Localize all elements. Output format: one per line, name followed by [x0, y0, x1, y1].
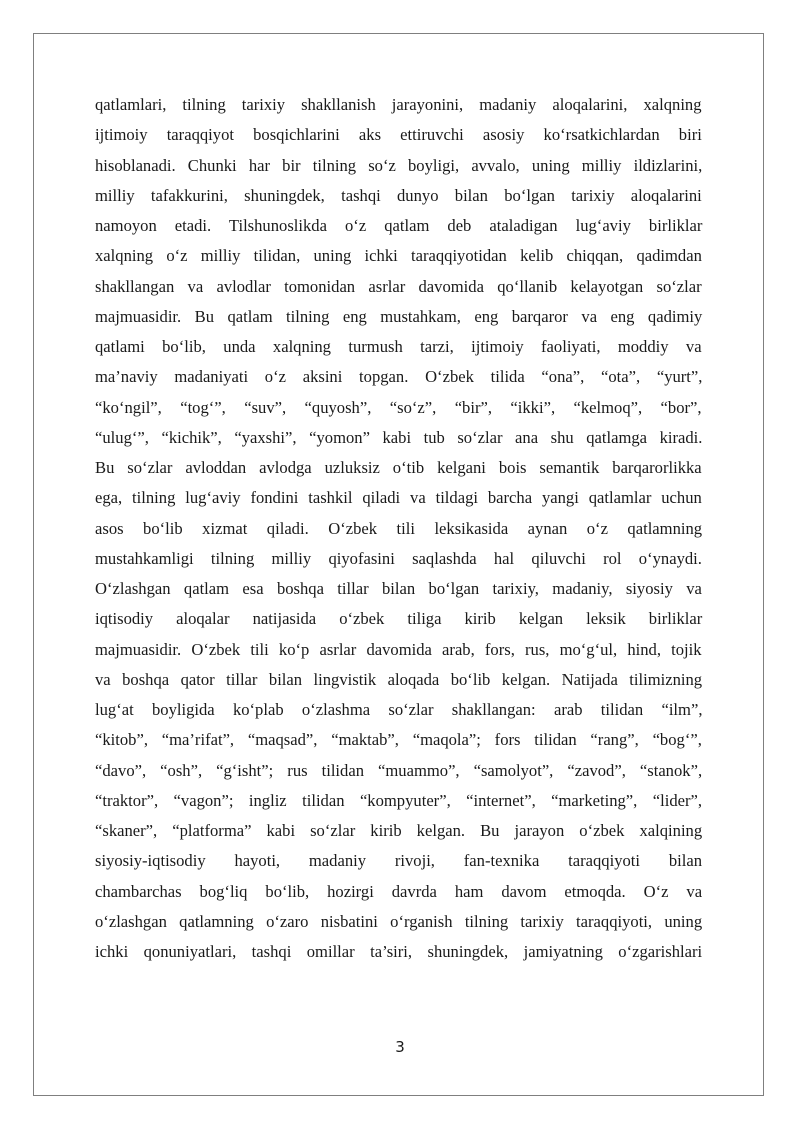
text-line: shakllangan va avlodlar tomonidan asrlar davomida qo‘llanib kelayotgan so‘zlar — [95, 276, 702, 296]
text-line: hisoblanadi. Chunki har bir tilning so‘z boyligi, avvalo, uning milliy ildizlarini, — [95, 155, 703, 175]
text-line: xalqning o‘z milliy tilidan, uning ichki taraqqiyotidan kelib chiqqan, qadimdan — [95, 246, 702, 266]
text-line: qatlami bo‘lib, unda xalqning turmush tarzi, ijtimoiy faoliyati, moddiy va — [95, 337, 702, 356]
text-line: ega, tilning lug‘aviy fondini tashkil qiladi va tildagi barcha yangi qatlamlar uchun — [95, 488, 702, 508]
text-line: “kitob”, “ma’rifat”, “maqsad”, “maktab”, “maqola”; fors tilidan “rang”, “bog‘”, — [95, 730, 702, 750]
body-paragraph — [95, 90, 702, 967]
text-line: o‘zlashgan qatlamning o‘zaro nisbatini o‘rganish tilning tarixiy taraqqiyoti, uning — [95, 911, 703, 931]
page-number: 3 — [395, 1038, 405, 1056]
text-line: majmuasidir. Bu qatlam tilning eng mustahkam, eng barqaror va eng qadimiy — [95, 306, 703, 326]
text-line: ma’naviy madaniyati o‘z aksini topgan. O‘zbek tilida “ona”, “ota”, “yurt”, — [95, 367, 703, 387]
text-line: “traktor”, “vagon”; ingliz tilidan “kompyuter”, “internet”, “marketing”, “lider”, — [95, 790, 703, 810]
text-line: iqtisodiy aloqalar natijasida o‘zbek tiliga kirib kelgan leksik birliklar — [95, 609, 703, 629]
text-line: “skaner”, “platforma” kabi so‘zlar kirib kelgan. Bu jarayon o‘zbek xalqining — [95, 821, 703, 840]
text-line: O‘zlashgan qatlam esa boshqa tillar bilan bo‘lgan tarixiy, madaniy, siyosiy va — [95, 579, 702, 598]
text-line: “davo”, “osh”, “g‘isht”; rus tilidan “muammo”, “samolyot”, “zavod”, “stanok”, — [95, 760, 703, 780]
text-line: qatlamlari, tilning tarixiy shakllanish jarayonini, madaniy aloqalarini, xalqning — [95, 95, 702, 114]
text-line: milliy tafakkurini, shuningdek, tashqi dunyo bilan bo‘lgan tarixiy aloqalarini — [95, 185, 702, 205]
text-line: Bu so‘zlar avloddan avlodga uzluksiz o‘tib kelgani bois semantik barqarorlikka — [95, 458, 702, 477]
text-line: ichki qonuniyatlari, tashqi omillar ta’siri, shuningdek, jamiyatning o‘zgarishlari — [95, 942, 703, 961]
text-line: majmuasidir. O‘zbek tili ko‘p asrlar davomida arab, fors, rus, mo‘g‘ul, hind, tojik — [95, 639, 702, 659]
text-line: “ko‘ngil”, “tog‘”, “suv”, “quyosh”, “so‘z”, “bir”, “ikki”, “kelmoq”, “bor”, — [95, 397, 702, 417]
text-line: siyosiy-iqtisodiy hayoti, madaniy rivoji, fan-texnika taraqqiyoti bilan — [95, 851, 703, 871]
text-line: mustahkamligi tilning milliy qiyofasini saqlashda hal qiluvchi rol o‘ynaydi. — [95, 548, 702, 568]
text-line: namoyon etadi. Tilshunoslikda o‘z qatlam deb ataladigan lug‘aviy birliklar — [95, 216, 703, 235]
text-line: va boshqa qator tillar bilan lingvistik aloqada bo‘lib kelgan. Natijada tilimizning — [95, 669, 703, 689]
text-line: lug‘at boyligida ko‘plab o‘zlashma so‘zlar shakllangan: arab tilidan “ilm”, — [95, 700, 703, 719]
text-line: ijtimoiy taraqqiyot bosqichlarini aks ettiruvchi asosiy ko‘rsatkichlardan biri — [95, 125, 702, 145]
text-line: asos bo‘lib xizmat qiladi. O‘zbek tili leksikasida aynan o‘z qatlamning — [95, 518, 703, 538]
text-line: “ulug‘”, “kichik”, “yaxshi”, “yomon” kabi tub so‘zlar ana shu qatlamga kiradi. — [95, 427, 703, 447]
text-line: chambarchas bog‘liq bo‘lib, hozirgi davrda ham davom etmoqda. O‘z va — [95, 881, 703, 901]
